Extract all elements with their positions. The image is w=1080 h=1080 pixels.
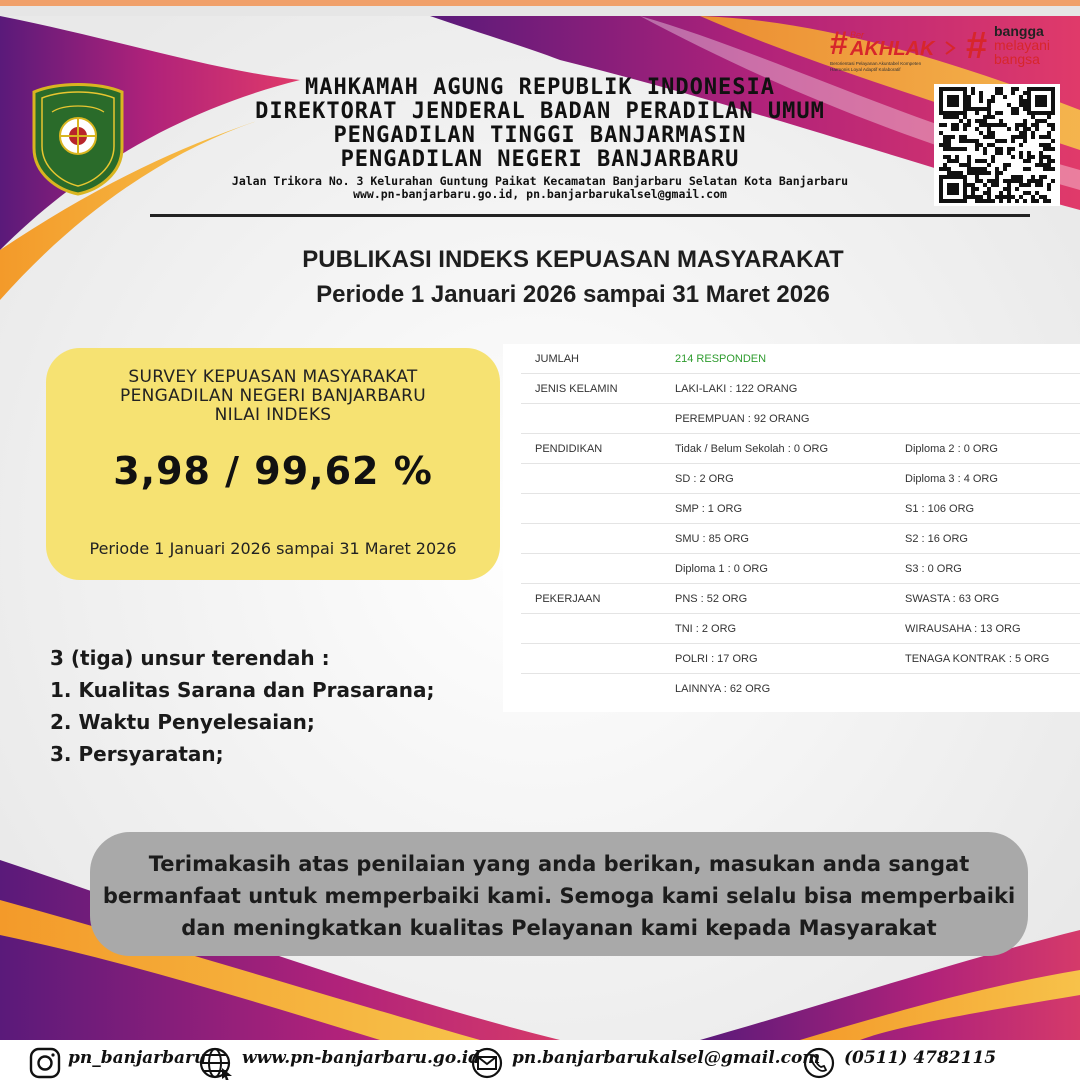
table-cell: WIRAUSAHA : 13 ORG bbox=[905, 623, 1021, 635]
table-cell: JUMLAH bbox=[535, 353, 580, 365]
top-gray-bar bbox=[0, 6, 1080, 16]
table-cell: S2 : 16 ORG bbox=[905, 533, 968, 545]
akhlak-ber-text: Ber bbox=[850, 30, 865, 40]
table-cell: SMU : 85 ORG bbox=[675, 533, 749, 545]
lowest-item: 1. Kualitas Sarana dan Prasarana; bbox=[50, 678, 435, 702]
title-line-1: PUBLIKASI INDEKS KEPUASAN MASYARAKAT bbox=[302, 246, 844, 273]
header-divider bbox=[150, 214, 1030, 217]
header-line-2: DIREKTORAT JENDERAL BADAN PERADILAN UMUM bbox=[255, 99, 825, 124]
svg-text:#: # bbox=[830, 25, 848, 61]
lowest-item: 2. Waktu Penyelesaian; bbox=[50, 710, 315, 734]
table-cell: Diploma 3 : 4 ORG bbox=[905, 473, 998, 485]
table-cell: SMP : 1 ORG bbox=[675, 503, 743, 515]
akhlak-tagline-1: Berorientasi Pelayanan Akuntabel Kompeten bbox=[830, 61, 922, 66]
globe-icon bbox=[198, 1046, 234, 1080]
institution-header bbox=[150, 76, 930, 201]
respondent-table bbox=[503, 344, 1080, 712]
table-cell: PEKERJAAN bbox=[535, 593, 601, 605]
table-row bbox=[521, 644, 1080, 674]
table-cell: Diploma 1 : 0 ORG bbox=[675, 563, 768, 575]
melayani-text: melayani bbox=[994, 37, 1051, 53]
bangsa-text: bangsa bbox=[994, 51, 1040, 67]
table-cell: TENAGA KONTRAK : 5 ORG bbox=[905, 653, 1050, 665]
header-address: Jalan Trikora No. 3 Kelurahan Guntung Paikat Kecamatan Banjarbaru Selatan Kota Banjarbaru bbox=[231, 174, 849, 188]
survey-index-card bbox=[46, 348, 500, 580]
phone-number[interactable]: (0511) 4782115 bbox=[844, 1048, 997, 1068]
table-row bbox=[521, 374, 1080, 404]
survey-line-3: NILAI INDEKS bbox=[214, 405, 332, 425]
court-logo bbox=[28, 78, 128, 196]
table-row bbox=[521, 614, 1080, 644]
survey-line-1: SURVEY KEPUASAN MASYARAKAT bbox=[128, 367, 418, 387]
table-cell: Tidak / Belum Sekolah : 0 ORG bbox=[675, 443, 829, 455]
table-cell: SD : 2 ORG bbox=[675, 473, 734, 485]
table-row bbox=[521, 554, 1080, 584]
bangga-text: bangga bbox=[994, 23, 1044, 39]
index-value: 3,98 / 99,62 % bbox=[113, 449, 433, 493]
akhlak-text: AKHLAK bbox=[850, 38, 935, 60]
publication-title bbox=[0, 244, 1080, 312]
akhlak-tagline-2: Harmonis Loyal Adaptif Kolaboratif bbox=[830, 67, 901, 72]
table-cell: SWASTA : 63 ORG bbox=[905, 593, 1000, 605]
lowest-heading: 3 (tiga) unsur terendah : bbox=[50, 646, 330, 670]
header-line-4: PENGADILAN NEGERI BANJARBARU bbox=[340, 147, 740, 172]
phone-icon bbox=[802, 1046, 836, 1080]
website-link[interactable]: www.pn-banjarbaru.go.id bbox=[242, 1048, 481, 1068]
table-row bbox=[521, 344, 1080, 374]
table-row bbox=[521, 584, 1080, 614]
table-row bbox=[521, 674, 1080, 704]
table-row bbox=[521, 464, 1080, 494]
table-cell: JENIS KELAMIN bbox=[535, 383, 618, 395]
bangga-melayani-logo bbox=[966, 22, 1066, 72]
lowest-item: 3. Persyaratan; bbox=[50, 742, 224, 766]
survey-period: Periode 1 Januari 2026 sampai 31 Maret 2026 bbox=[89, 539, 457, 558]
lowest-elements bbox=[50, 642, 434, 770]
table-cell: TNI : 2 ORG bbox=[675, 623, 737, 635]
table-cell: LAKI-LAKI : 122 ORANG bbox=[675, 383, 798, 395]
table-cell: S3 : 0 ORG bbox=[905, 563, 962, 575]
instagram-handle[interactable]: pn_banjarbaru bbox=[68, 1048, 207, 1068]
header-line-1: MAHKAMAH AGUNG REPUBLIK INDONESIA bbox=[304, 75, 776, 100]
table-cell: 214 RESPONDEN bbox=[675, 353, 767, 365]
contact-footer bbox=[0, 1032, 1080, 1080]
qr-code bbox=[934, 84, 1060, 206]
table-cell: PENDIDIKAN bbox=[535, 443, 603, 455]
instagram-icon bbox=[28, 1046, 62, 1080]
table-row bbox=[521, 494, 1080, 524]
table-cell: Diploma 2 : 0 ORG bbox=[905, 443, 998, 455]
header-line-3: PENGADILAN TINGGI BANJARMASIN bbox=[333, 123, 747, 148]
header-web: www.pn-banjarbaru.go.id, pn.banjarbarukalsel@gmail.com bbox=[353, 187, 727, 201]
table-row bbox=[521, 524, 1080, 554]
table-cell: PEREMPUAN : 92 ORANG bbox=[675, 413, 810, 425]
thank-you-message bbox=[90, 832, 1028, 956]
akhlak-logo bbox=[828, 24, 958, 74]
survey-line-2: PENGADILAN NEGERI BANJARBARU bbox=[120, 386, 426, 406]
email-link[interactable]: pn.banjarbarukalsel@gmail.com bbox=[512, 1048, 821, 1068]
thanks-line-2: bermanfaat untuk memperbaiki kami. Semoga kami selalu bisa memperbaiki bbox=[102, 884, 1016, 908]
svg-text:#: # bbox=[966, 25, 988, 67]
table-row bbox=[521, 404, 1080, 434]
thanks-line-1: Terimakasih atas penilaian yang anda berikan, masukan anda sangat bbox=[148, 852, 970, 876]
table-row bbox=[521, 434, 1080, 464]
mail-icon bbox=[470, 1046, 504, 1080]
thanks-line-3: dan meningkatkan kualitas Pelayanan kami kepada Masyarakat bbox=[181, 916, 937, 940]
title-line-2: Periode 1 Januari 2026 sampai 31 Maret 2026 bbox=[316, 281, 830, 308]
table-cell: S1 : 106 ORG bbox=[905, 503, 975, 515]
table-cell: LAINNYA : 62 ORG bbox=[675, 683, 771, 695]
table-cell: PNS : 52 ORG bbox=[675, 593, 748, 605]
table-cell: POLRI : 17 ORG bbox=[675, 653, 758, 665]
